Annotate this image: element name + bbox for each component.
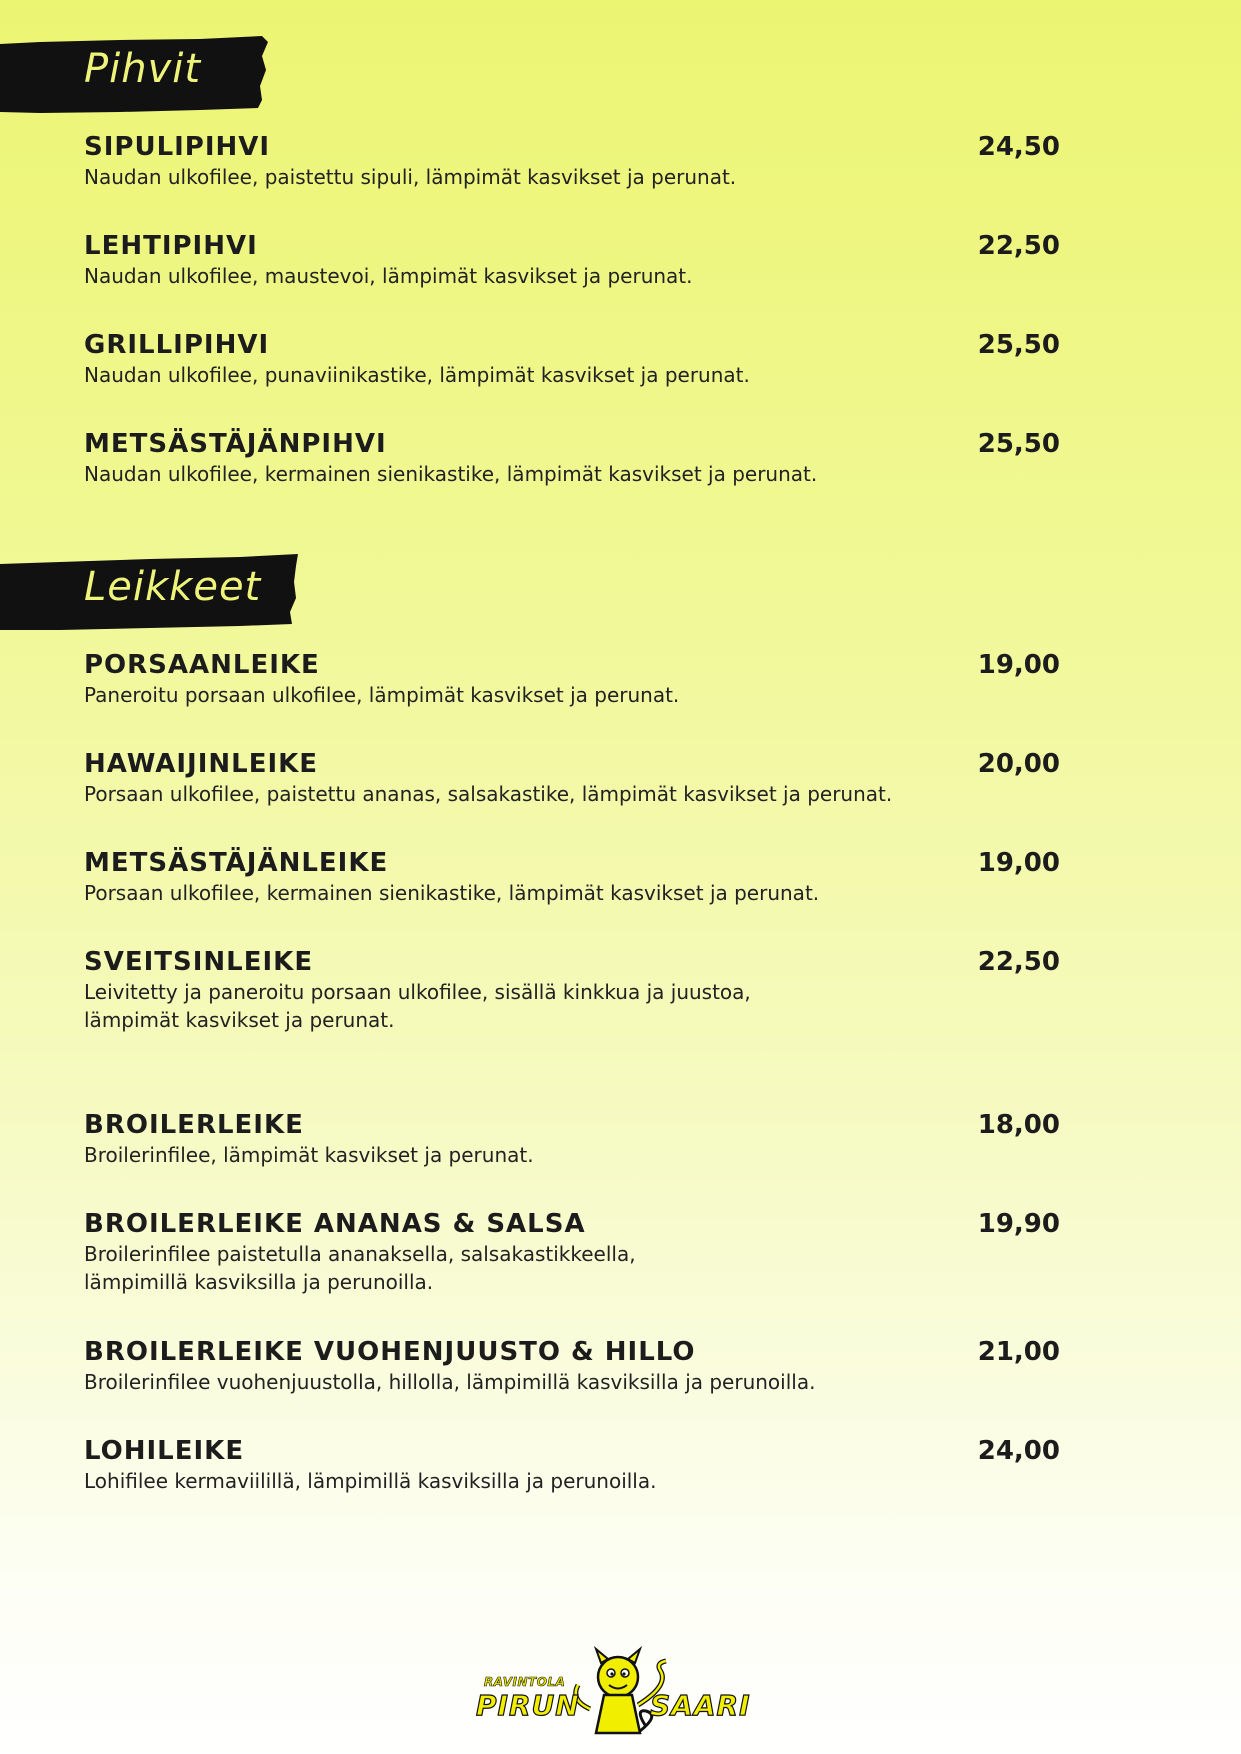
dish-price: 20,00 [977,749,1060,779]
section-title: Leikkeet [84,564,262,610]
menu-item [84,1208,1060,1296]
menu-item [84,329,1060,389]
dish-description: Naudan ulkofilee, kermainen sienikastike, lämpimät kasvikset ja perunat. [84,462,818,486]
menu-item [84,131,1060,191]
section-title: Pihvit [84,46,202,92]
dish-price: 19,90 [977,1209,1060,1239]
dish-description: Leivitetty ja paneroitu porsaan ulkofilee, sisällä kinkkua ja juustoa, lämpimät kasvikset ja perunat. [84,980,751,1032]
dish-description: Naudan ulkofilee, maustevoi, lämpimät kasvikset ja perunat. [84,264,693,288]
dish-name: LOHILEIKE [84,1436,245,1466]
menu-item [84,230,1060,290]
menu-item [84,1435,1060,1495]
section-banner-pihvit [0,36,270,114]
dish-name: METSÄSTÄJÄNLEIKE [84,848,389,878]
dish-price: 19,00 [977,650,1060,680]
dish-name: BROILERLEIKE VUOHENJUUSTO & HILLO [84,1337,696,1367]
menu-item [84,1109,1060,1169]
dish-name: BROILERLEIKE ANANAS & SALSA [84,1209,586,1239]
dish-price: 25,50 [977,330,1060,360]
dish-description: Porsaan ulkofilee, kermainen sienikastike, lämpimät kasvikset ja perunat. [84,881,820,905]
dish-description: Paneroitu porsaan ulkofilee, lämpimät kasvikset ja perunat. [84,683,680,707]
section-banner-leikkeet [0,554,300,632]
dish-price: 21,00 [977,1337,1060,1367]
dish-price: 24,50 [977,132,1060,162]
dish-description: Broilerinfilee vuohenjuustolla, hillolla, lämpimillä kasviksilla ja perunoilla. [84,1370,816,1394]
logo-subtitle: RAVINTOLA [484,1675,566,1689]
dish-price: 19,00 [977,848,1060,878]
dish-description: Broilerinfilee paistetulla ananaksella, salsakastikkeella, lämpimillä kasviksilla ja perunoilla. [84,1242,636,1294]
dish-description: Naudan ulkofilee, punaviinikastike, lämpimät kasvikset ja perunat. [84,363,750,387]
menu-item [84,847,1060,907]
menu-item [84,748,1060,808]
menu-item [84,428,1060,488]
dish-name: METSÄSTÄJÄNPIHVI [84,429,387,459]
dish-price: 24,00 [977,1436,1060,1466]
menu-item [84,1336,1060,1396]
dish-name: SVEITSINLEIKE [84,947,314,977]
dish-name: LEHTIPIHVI [84,231,258,261]
dish-price: 22,50 [977,231,1060,261]
dish-name: SIPULIPIHVI [84,132,271,162]
restaurant-logo [470,1645,770,1740]
dish-price: 22,50 [977,947,1060,977]
menu-item [84,649,1060,709]
dish-name: PORSAANLEIKE [84,650,320,680]
logo-word-left: PIRUN [476,1689,580,1722]
logo-word-right: SAARI [650,1689,751,1722]
dish-description: Lohifilee kermaviilillä, lämpimillä kasviksilla ja perunoilla. [84,1469,657,1493]
dish-price: 25,50 [977,429,1060,459]
dish-name: BROILERLEIKE [84,1110,304,1140]
dish-name: HAWAIJINLEIKE [84,749,319,779]
dish-name: GRILLIPIHVI [84,330,270,360]
dish-description: Broilerinfilee, lämpimät kasvikset ja perunat. [84,1143,534,1167]
dish-price: 18,00 [977,1110,1060,1140]
menu-item [84,946,1060,1034]
dish-description: Naudan ulkofilee, paistettu sipuli, lämpimät kasvikset ja perunat. [84,165,737,189]
dish-description: Porsaan ulkofilee, paistettu ananas, salsakastike, lämpimät kasvikset ja perunat. [84,782,893,806]
